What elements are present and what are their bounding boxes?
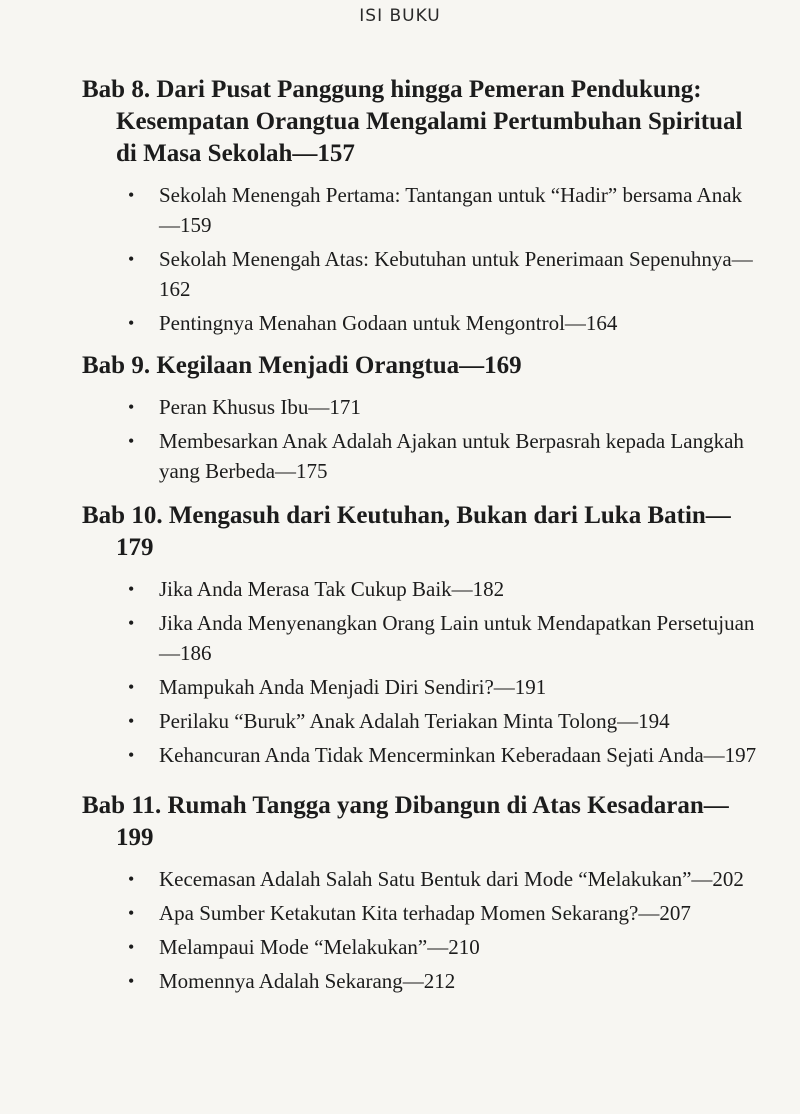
list-item	[128, 740, 762, 770]
chapter-items	[82, 392, 762, 486]
chapter-8	[82, 74, 762, 338]
list-item	[128, 426, 762, 486]
item-text: Peran Khusus Ibu—171	[159, 395, 361, 419]
list-item	[128, 864, 762, 894]
list-item	[128, 392, 762, 422]
chapter-title: Bab 11. Rumah Tangga yang Dibangun di Atas Kesadaran—199	[82, 792, 729, 851]
chapter-title: Bab 9. Kegilaan Menjadi Orangtua—169	[82, 352, 522, 379]
running-head: ISI BUKU	[359, 6, 441, 26]
bullet-icon: •	[128, 937, 135, 957]
bullet-icon: •	[128, 431, 135, 451]
item-text: Perilaku “Buruk” Anak Adalah Teriakan Minta Tolong—194	[159, 709, 670, 733]
item-text: Kehancuran Anda Tidak Mencerminkan Keberadaan Sejati Anda—197	[159, 743, 757, 767]
item-text: Jika Anda Merasa Tak Cukup Baik—182	[159, 577, 505, 601]
list-item	[128, 898, 762, 928]
list-item	[128, 308, 762, 338]
bullet-icon: •	[128, 677, 135, 697]
item-text: Sekolah Menengah Pertama: Tantangan untuk “Hadir” bersama Anak—159	[159, 183, 743, 237]
item-text: Jika Anda Menyenangkan Orang Lain untuk Mendapatkan Persetujuan—186	[159, 611, 755, 665]
bullet-icon: •	[128, 613, 135, 633]
bullet-icon: •	[128, 903, 135, 923]
bullet-icon: •	[128, 745, 135, 765]
chapter-items	[82, 574, 762, 770]
chapter-11	[82, 790, 762, 996]
list-item	[128, 932, 762, 962]
bullet-icon: •	[128, 249, 135, 269]
list-item	[128, 608, 762, 668]
list-item	[128, 574, 762, 604]
bullet-icon: •	[128, 313, 135, 333]
item-text: Momennya Adalah Sekarang—212	[159, 969, 456, 993]
chapter-title: Bab 8. Dari Pusat Panggung hingga Pemeran Pendukung: Kesempatan Orangtua Mengalami Pertumbuhan Spiritual di Masa Sekolah—157	[82, 76, 743, 167]
chapter-10	[82, 500, 762, 770]
item-text: Apa Sumber Ketakutan Kita terhadap Momen Sekarang?—207	[159, 901, 691, 925]
bullet-icon: •	[128, 397, 135, 417]
bullet-icon: •	[128, 579, 135, 599]
list-item	[128, 706, 762, 736]
list-item	[128, 244, 762, 304]
list-item	[128, 966, 762, 996]
item-text: Mampukah Anda Menjadi Diri Sendiri?—191	[159, 675, 547, 699]
chapter-items	[82, 864, 762, 996]
chapter-9	[82, 350, 762, 486]
bullet-icon: •	[128, 711, 135, 731]
list-item	[128, 180, 762, 240]
chapter-items	[82, 180, 762, 338]
item-text: Membesarkan Anak Adalah Ajakan untuk Berpasrah kepada Langkah yang Berbeda—175	[159, 429, 744, 483]
bullet-icon: •	[128, 869, 135, 889]
table-of-contents	[82, 74, 762, 1000]
chapter-title: Bab 10. Mengasuh dari Keutuhan, Bukan dari Luka Batin—179	[82, 502, 731, 561]
item-text: Melampaui Mode “Melakukan”—210	[159, 935, 480, 959]
list-item	[128, 672, 762, 702]
item-text: Kecemasan Adalah Salah Satu Bentuk dari Mode “Melakukan”—202	[159, 867, 744, 891]
bullet-icon: •	[128, 971, 135, 991]
item-text: Sekolah Menengah Atas: Kebutuhan untuk Penerimaan Sepenuhnya—162	[159, 247, 753, 301]
bullet-icon: •	[128, 185, 135, 205]
item-text: Pentingnya Menahan Godaan untuk Mengontrol—164	[159, 311, 618, 335]
